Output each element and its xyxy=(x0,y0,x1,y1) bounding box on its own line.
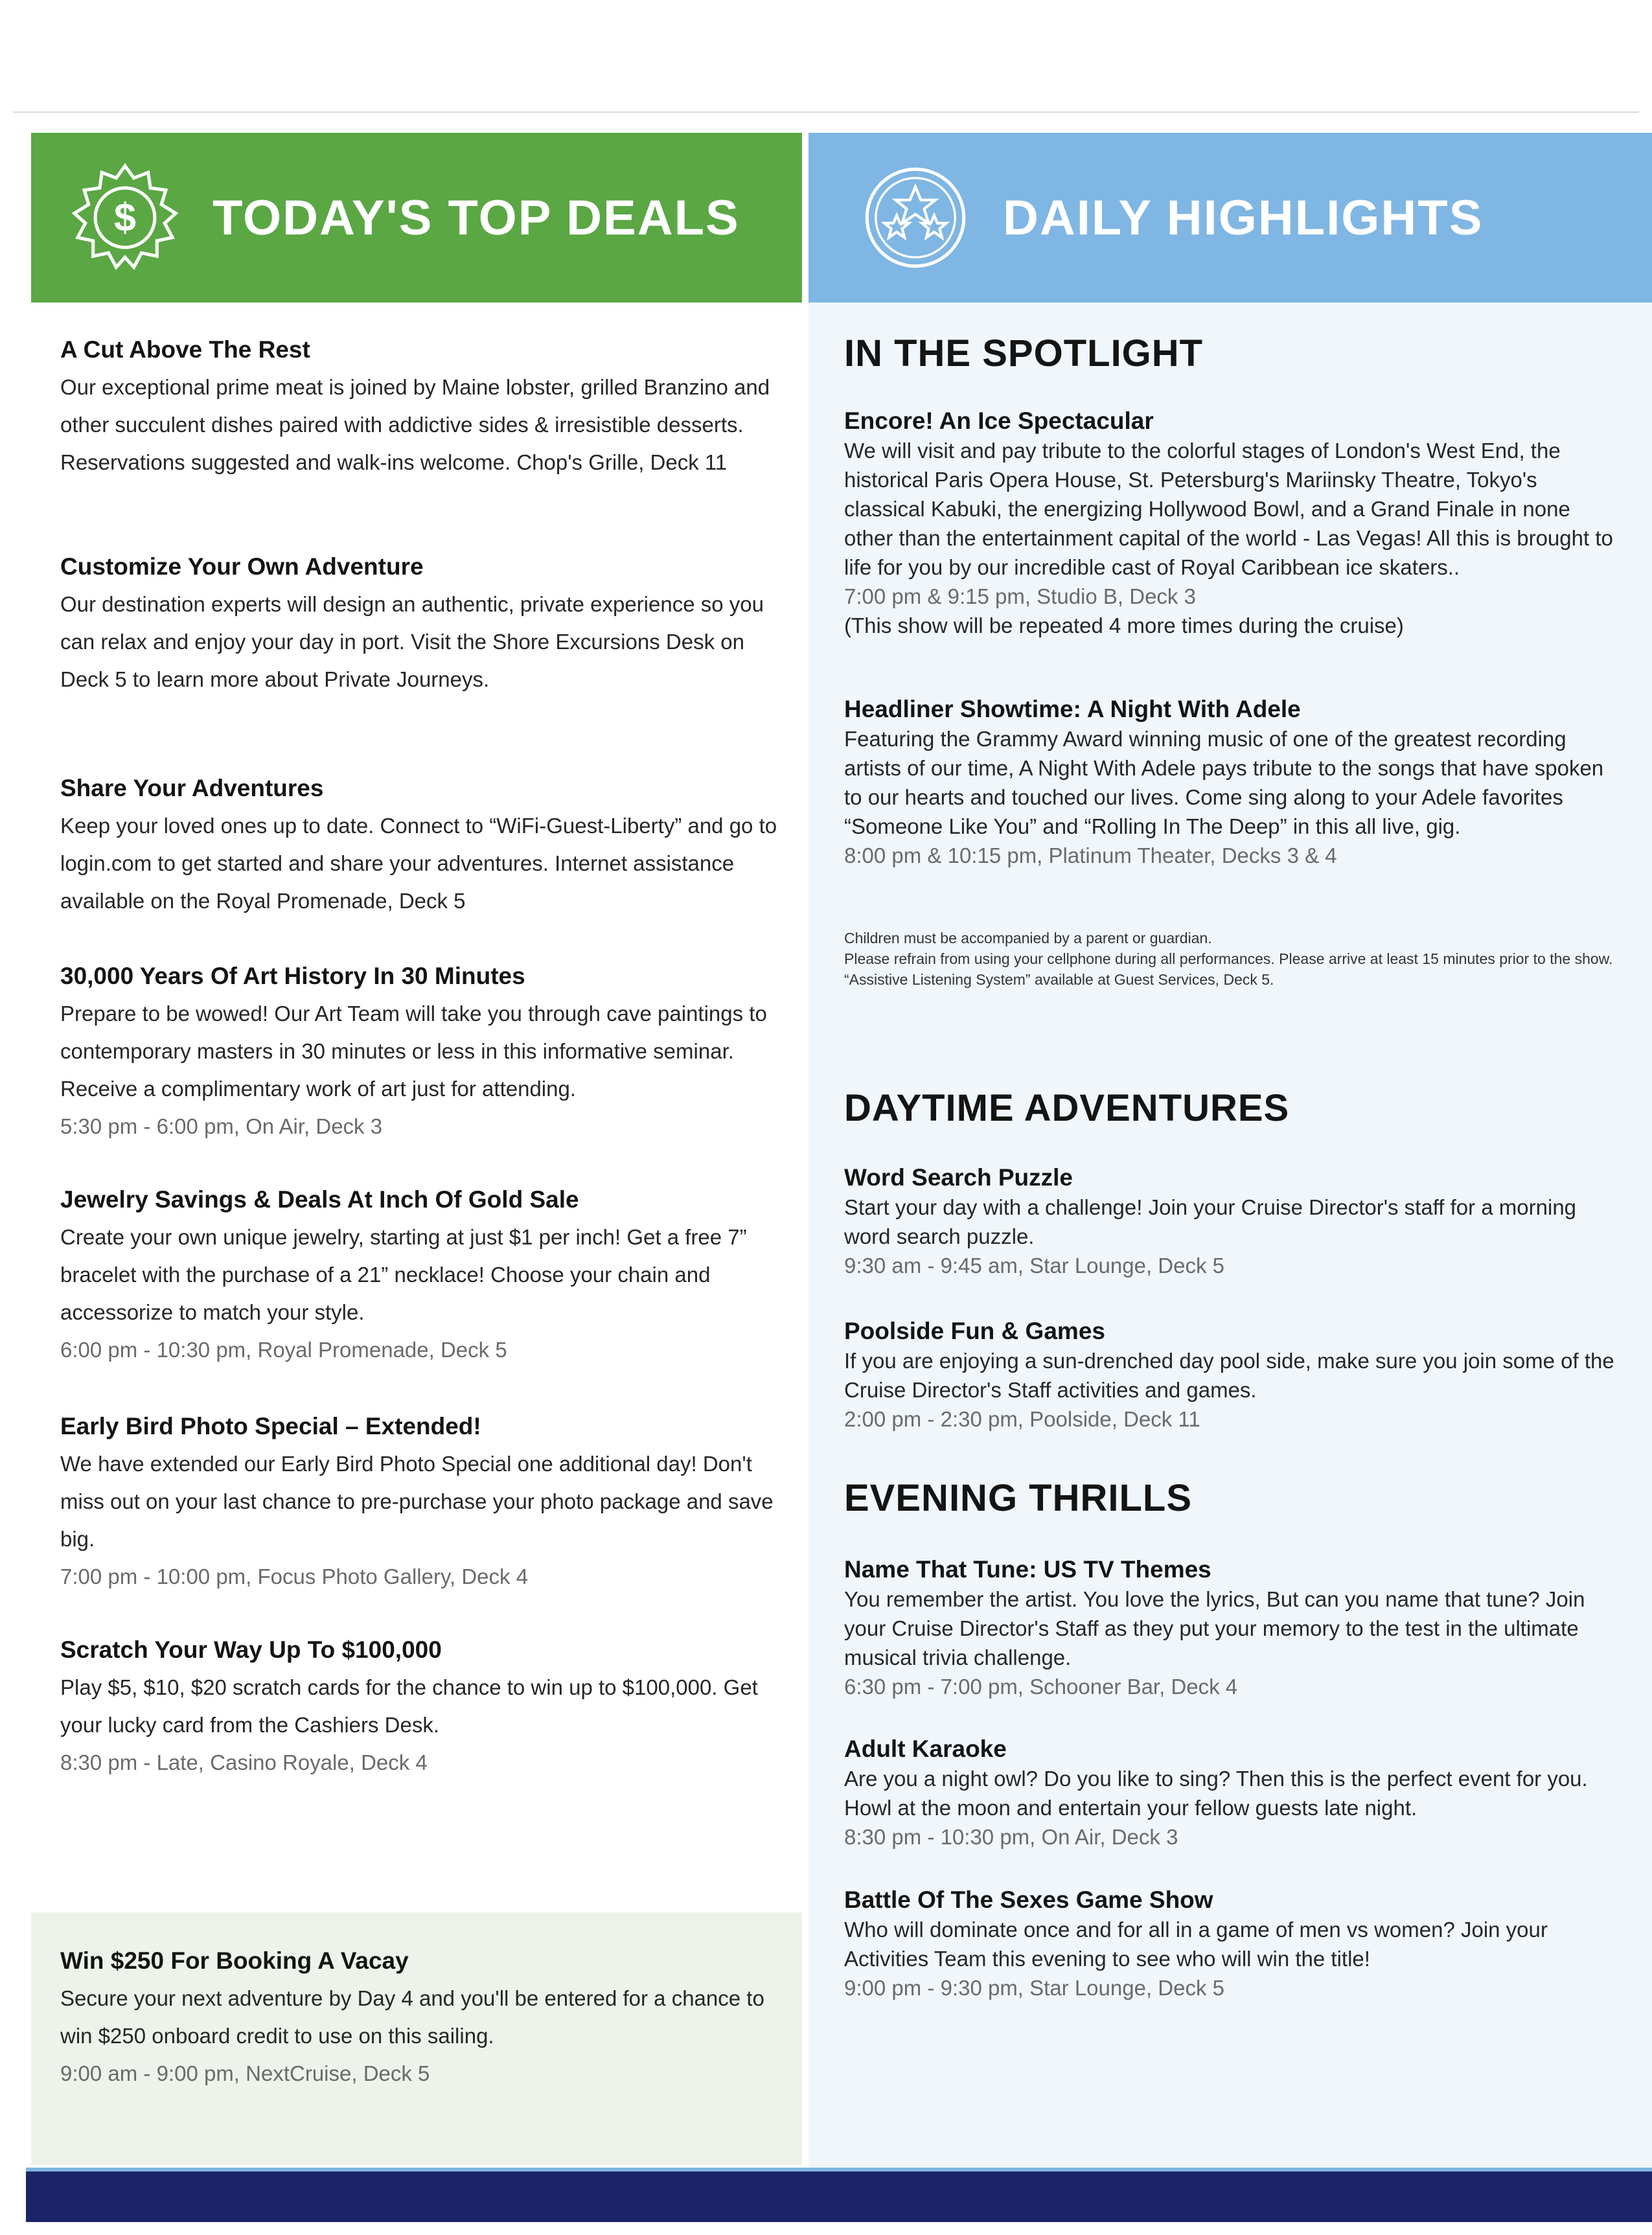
event-title: Encore! An Ice Spectacular xyxy=(844,407,1154,434)
deals-title: TODAY'S TOP DEALS xyxy=(212,190,740,246)
deal-time: 6:00 pm - 10:30 pm, Royal Promenade, Deck 5 xyxy=(60,1338,507,1362)
deal-title: Jewelry Savings & Deals At Inch Of Gold Sale xyxy=(60,1186,579,1213)
fineprint-line: Please refrain from using your cellphone during all performances. Please arrive at least 15 minutes prior to the show. xyxy=(844,950,1613,967)
event-time: 8:30 pm - 10:30 pm, On Air, Deck 3 xyxy=(844,1825,1178,1849)
event-body: Who will dominate once and for all in a game of men vs women? Join your Activities Team this evening to see who will win the title! xyxy=(844,1918,1548,1971)
event-item xyxy=(844,694,1615,870)
event-time: 2:00 pm - 2:30 pm, Poolside, Deck 11 xyxy=(844,1407,1200,1431)
deal-title: Share Your Adventures xyxy=(60,775,324,801)
deal-title: 30,000 Years Of Art History In 30 Minutes xyxy=(60,963,525,989)
deal-body: Prepare to be wowed! Our Art Team will take you through cave paintings to contemporary masters in 30 minutes or less in this informative seminar. Receive a complimentary work of art just for attending. xyxy=(60,1002,767,1101)
svg-text:$: $ xyxy=(113,195,137,240)
event-title: Poolside Fun & Games xyxy=(844,1318,1105,1344)
promo-time: 9:00 am - 9:00 pm, NextCruise, Deck 5 xyxy=(60,2061,430,2085)
event-item xyxy=(844,1555,1615,1701)
promo-item xyxy=(60,1945,779,2092)
deal-body: Keep your loved ones up to date. Connect to “WiFi-Guest-Liberty” and go to login.com to get started and share your adventures. Internet assistance available on the Royal Promenade, Deck 5 xyxy=(60,814,777,913)
event-body: If you are enjoying a sun-drenched day pool side, make sure you join some of the Cruise Director's Staff activities and games. xyxy=(844,1349,1614,1402)
evening-heading: EVENING THRILLS xyxy=(844,1477,1193,1519)
event-body: Featuring the Grammy Award winning music of one of the greatest recording artists of our time, A Night With Adele pays tribute to the songs that have spoken to our hearts and touched our lives. Come sing along to your Adele favorites “Someone Like You” and “Rolling In The Deep” in this all live, gig. xyxy=(844,727,1604,838)
event-item xyxy=(844,1163,1615,1280)
deal-title: Customize Your Own Adventure xyxy=(60,553,424,580)
deal-item xyxy=(60,1184,779,1369)
event-title: Name That Tune: US TV Themes xyxy=(844,1556,1211,1583)
stars-badge-icon xyxy=(860,163,970,273)
event-body: Start your day with a challenge! Join your Cruise Director's staff for a morning word search puzzle. xyxy=(844,1195,1577,1248)
deal-item xyxy=(60,772,779,920)
footer-bar xyxy=(26,2172,1652,2222)
fineprint-line: “Assistive Listening System” available at Guest Services, Deck 5. xyxy=(844,971,1274,988)
deal-title: Scratch Your Way Up To $100,000 xyxy=(60,1636,442,1663)
deal-time: 7:00 pm - 10:00 pm, Focus Photo Gallery, Deck 4 xyxy=(60,1564,529,1588)
promo-box xyxy=(31,1912,802,2165)
deal-title: Early Bird Photo Special – Extended! xyxy=(60,1413,481,1439)
event-item xyxy=(844,1734,1615,1851)
deal-body: Play $5, $10, $20 scratch cards for the chance to win up to $100,000. Get your lucky card from the Cashiers Desk. xyxy=(60,1675,758,1737)
highlights-column xyxy=(809,303,1652,2168)
event-body: We will visit and pay tribute to the colorful stages of London's West End, the historical Paris Opera House, St. Petersburg's Mariinsky Theatre, Tokyo's classical Kabuki, the energizing Hollywood Bowl, and a Grand Finale in none other than the entertainment capital of the world - Las Vegas! All this is brought to life for you by our incredible cast of Royal Caribbean ice skaters.. xyxy=(844,439,1613,579)
event-time: 9:00 pm - 9:30 pm, Star Lounge, Deck 5 xyxy=(844,1976,1224,2000)
event-note: (This show will be repeated 4 more times during the cruise) xyxy=(844,613,1404,637)
spotlight-heading: IN THE SPOTLIGHT xyxy=(844,332,1204,374)
event-time: 7:00 pm & 9:15 pm, Studio B, Deck 3 xyxy=(844,584,1196,608)
event-title: Headliner Showtime: A Night With Adele xyxy=(844,696,1301,722)
event-item xyxy=(844,1885,1615,2002)
fineprint-line: Children must be accompanied by a parent or guardian. xyxy=(844,930,1212,946)
dollar-badge-icon xyxy=(70,163,180,273)
event-title: Battle Of The Sexes Game Show xyxy=(844,1886,1213,1913)
deal-item xyxy=(60,1410,779,1596)
highlights-header xyxy=(809,133,1652,303)
deals-column xyxy=(31,303,802,2168)
deal-item xyxy=(60,334,779,481)
event-item xyxy=(844,406,1615,640)
deals-header xyxy=(31,133,802,303)
event-body: Are you a night owl? Do you like to sing? Then this is the perfect event for you. Howl at the moon and entertain your fellow guests late night. xyxy=(844,1767,1588,1820)
event-item xyxy=(844,1316,1615,1434)
top-divider xyxy=(13,111,1639,113)
event-title: Word Search Puzzle xyxy=(844,1164,1073,1191)
deal-body: Create your own unique jewelry, starting at just $1 per inch! Get a free 7” bracelet with the purchase of a 21” necklace! Choose your chain and accessorize to match your style. xyxy=(60,1225,747,1324)
highlights-title: DAILY HIGHLIGHTS xyxy=(1003,190,1484,246)
promo-title: Win $250 For Booking A Vacay xyxy=(60,1947,409,1974)
deal-time: 5:30 pm - 6:00 pm, On Air, Deck 3 xyxy=(60,1114,383,1138)
deal-item xyxy=(60,960,779,1145)
deal-title: A Cut Above The Rest xyxy=(60,336,310,363)
deal-body: Our exceptional prime meat is joined by Maine lobster, grilled Branzino and other succulent dishes paired with addictive sides & irresistible desserts. Reservations suggested and walk-ins welcome. Chop's Grille, Deck 11 xyxy=(60,375,770,474)
deal-item xyxy=(60,1634,779,1782)
daytime-heading: DAYTIME ADVENTURES xyxy=(844,1087,1290,1129)
fine-print xyxy=(844,928,1615,990)
event-body: You remember the artist. You love the lyrics, But can you name that tune? Join your Cruise Director's Staff as they put your memory to the test in the ultimate musical trivia challenge. xyxy=(844,1587,1585,1669)
deal-body: Our destination experts will design an authentic, private experience so you can relax and enjoy your day in port. Visit the Shore Excursions Desk on Deck 5 to learn more about Private Journeys. xyxy=(60,592,764,691)
event-time: 9:30 am - 9:45 am, Star Lounge, Deck 5 xyxy=(844,1254,1224,1278)
event-time: 8:00 pm & 10:15 pm, Platinum Theater, Decks 3 & 4 xyxy=(844,843,1337,867)
deal-item xyxy=(60,551,779,698)
deal-body: We have extended our Early Bird Photo Special one additional day! Don't miss out on your last chance to pre-purchase your photo package and save big. xyxy=(60,1452,774,1551)
event-title: Adult Karaoke xyxy=(844,1736,1007,1762)
deal-time: 8:30 pm - Late, Casino Royale, Deck 4 xyxy=(60,1750,428,1774)
promo-body: Secure your next adventure by Day 4 and you'll be entered for a chance to win $250 onboard credit to use on this sailing. xyxy=(60,1986,764,2048)
event-time: 6:30 pm - 7:00 pm, Schooner Bar, Deck 4 xyxy=(844,1675,1238,1699)
